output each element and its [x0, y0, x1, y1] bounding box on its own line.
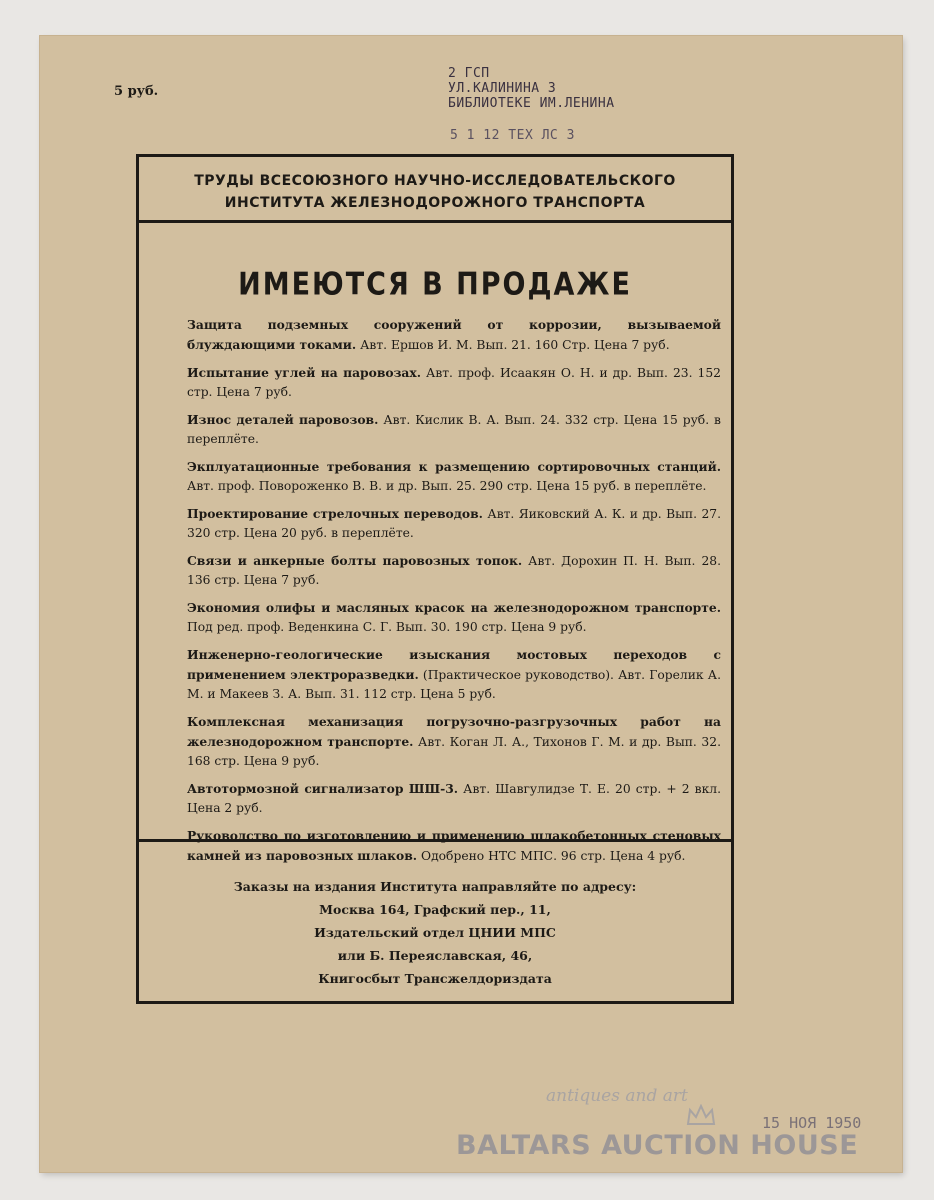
- list-item: [187, 598, 721, 637]
- item-details: (Практическое руководство). Авт. Горелик А. М. и Макеев З. А. Вып. 31. 112 стр. Цена 5 руб.: [187, 668, 721, 701]
- crown-icon: [686, 1104, 716, 1126]
- footer-line: или Б. Переяславская, 46,: [337, 948, 533, 963]
- date-stamp: 15 НОЯ 1950: [762, 1114, 862, 1132]
- list-item: [187, 363, 721, 402]
- list-item: [187, 645, 721, 704]
- list-item: [187, 779, 721, 818]
- item-title: Защита подземных сооружений от коррозии, вызываемой блуждающими токами.: [187, 317, 721, 352]
- watermark-logo: BALTARS AUCTION HOUSE: [456, 1130, 859, 1161]
- item-title: Связи и анкерные болты паровозных топок.: [187, 553, 523, 568]
- item-details: Авт. проф. Повороженко В. В. и др. Вып. 25. 290 стр. Цена 15 руб. в переплёте.: [187, 479, 707, 493]
- stamp-line: 5 1 12 ТЕХ ЛС 3: [450, 128, 575, 143]
- item-details: Авт. Кислик В. А. Вып. 24. 332 стр. Цена 15 руб. в переплёте.: [187, 413, 721, 446]
- item-title: Испытание углей на паровозах.: [187, 365, 422, 380]
- item-details: Авт. Яиковский А. К. и др. Вып. 27. 320 стр. Цена 20 руб. в переплёте.: [187, 507, 721, 540]
- item-details: Авт. Коган Л. А., Тихонов Г. М. и др. Вып. 32. 168 стр. Цена 9 руб.: [187, 735, 721, 768]
- order-address-footer: [139, 839, 731, 999]
- item-details: Авт. проф. Исаакян О. Н. и др. Вып. 23. 152 стр. Цена 7 руб.: [187, 366, 721, 399]
- footer-line: Москва 164, Графский пер., 11,: [319, 902, 551, 917]
- stamp-line: БИБЛИОТЕКЕ ИМ.ЛЕНИНА: [448, 96, 615, 111]
- footer-line: Заказы на издания Института направляйте по адресу:: [233, 879, 637, 894]
- item-title: Инженерно-геологические изыскания мостовых переходов с применением электроразведки.: [187, 647, 721, 682]
- page-title: ИМЕЮТСЯ В ПРОДАЖЕ: [238, 266, 632, 303]
- list-item: [187, 410, 721, 449]
- item-details: Авт. Ершов И. М. Вып. 21. 160 Стр. Цена 7 руб.: [356, 338, 670, 352]
- item-details: Под ред. проф. Веденкина С. Г. Вып. 30. 190 стр. Цена 9 руб.: [187, 620, 587, 634]
- library-stamp: [448, 66, 615, 143]
- item-title: Износ деталей паровозов.: [187, 412, 379, 427]
- footer-line: Книгосбыт Трансжелдориздата: [318, 971, 552, 986]
- item-title: Проектирование стрелочных переводов.: [187, 506, 483, 521]
- list-item: [187, 457, 721, 496]
- item-details: Одобрено НТС МПС. 96 стр. Цена 4 руб.: [417, 849, 686, 863]
- item-details: Авт. Шавгулидзе Т. Е. 20 стр. + 2 вкл. Цена 2 руб.: [187, 782, 721, 815]
- institute-header: [139, 157, 731, 223]
- footer-line: Издательский отдел ЦНИИ МПС: [314, 925, 556, 940]
- list-item: [187, 315, 721, 355]
- list-item: [187, 551, 721, 590]
- price-label: 5 руб.: [114, 84, 159, 99]
- header-line: ИНСТИТУТА ЖЕЛЕЗНОДОРОЖНОГО ТРАНСПОРТА: [224, 195, 646, 211]
- watermark-tagline: antiques and art: [546, 1086, 688, 1106]
- stamp-line: 2 ГСП: [448, 66, 490, 81]
- item-title: Комплексная механизация погрузочно-разгрузочных работ на железнодорожном транспорте.: [187, 714, 721, 749]
- list-item: [187, 504, 721, 543]
- advertisement-frame: [136, 154, 734, 1004]
- header-line: ТРУДЫ ВСЕСОЮЗНОГО НАУЧНО-ИССЛЕДОВАТЕЛЬСКОГО: [194, 173, 676, 189]
- item-details: Авт. Дорохин П. Н. Вып. 28. 136 стр. Цена 7 руб.: [187, 554, 722, 587]
- item-title: Экономия олифы и масляных красок на железнодорожном транспорте.: [187, 600, 721, 615]
- list-item: [187, 712, 721, 771]
- publication-list: [187, 315, 721, 874]
- item-title: Автотормозной сигнализатор ШШ-3.: [187, 781, 459, 796]
- item-title: Экплуатационные требования к размещению сортировочных станций.: [187, 459, 721, 474]
- stamp-line: УЛ.КАЛИНИНА 3: [448, 81, 557, 96]
- item-title: Руководство по изготовлению и применению шлакобетонных стеновых камней из паровозных шлаков.: [187, 828, 721, 863]
